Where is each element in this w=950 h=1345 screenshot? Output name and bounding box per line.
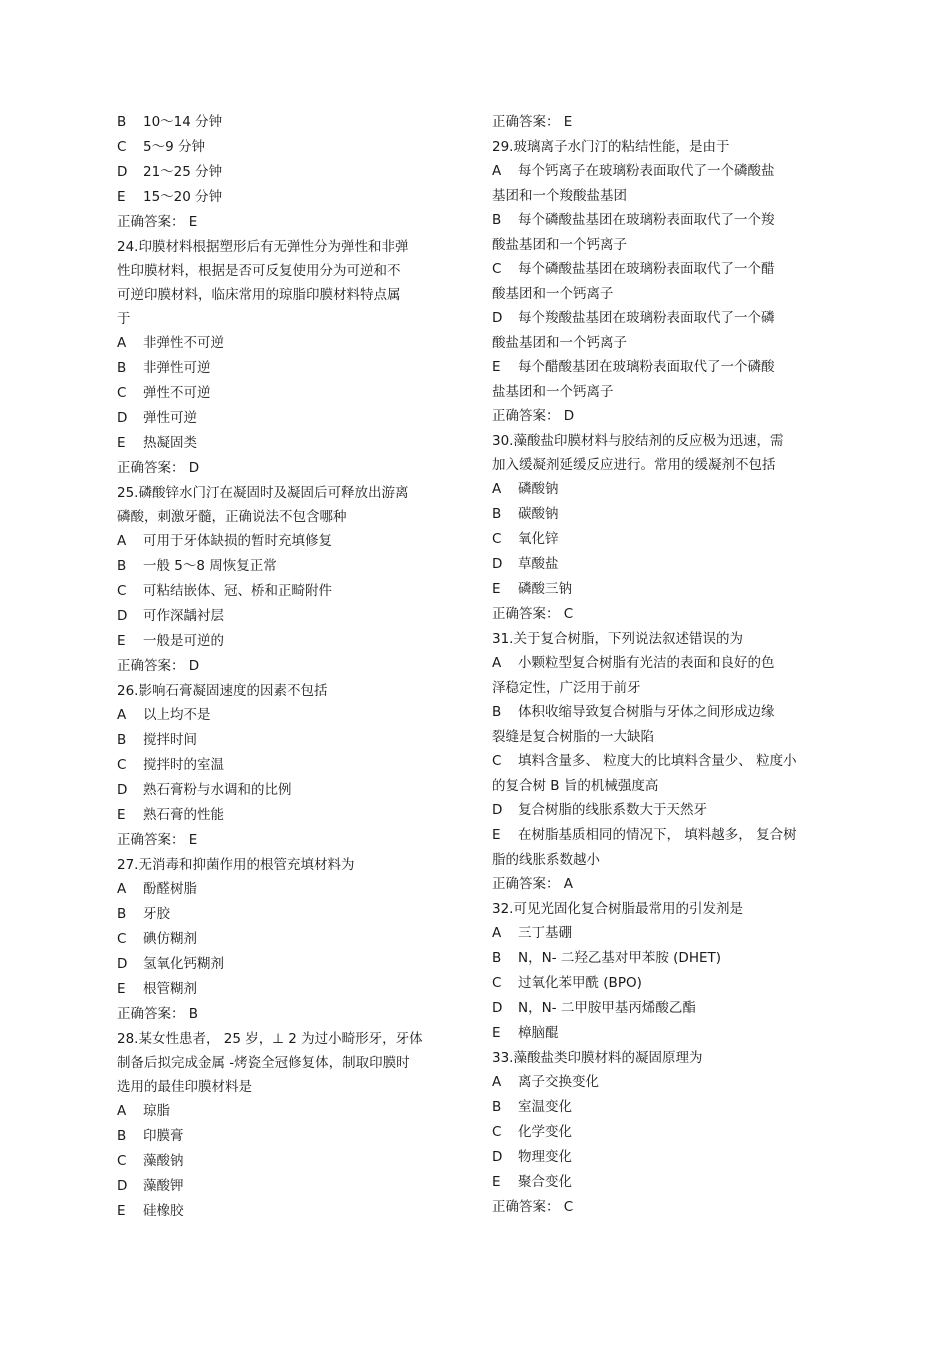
question-text: 脂的线胀系数越小 [492, 852, 600, 868]
option-text: 体积收缩导致复合树脂与牙体之间形成边缘 [518, 704, 775, 720]
answer-option [117, 1124, 457, 1149]
answer-option [492, 159, 837, 184]
option-letter: A [117, 335, 127, 351]
option-text: 在树脂基质相同的情况下， 填料越多， 复合树 [518, 827, 797, 843]
option-letter: D [117, 164, 128, 180]
option-letter: A [492, 925, 502, 941]
question-text: 26.影响石膏凝固速度的因素不包括 [117, 683, 328, 699]
answer-option [492, 208, 837, 233]
option-letter: E [492, 581, 501, 597]
option-text: N，N- 二羟乙基对甲苯胺 (DHET) [518, 950, 722, 966]
option-letter: E [117, 1203, 126, 1219]
correct-answer: 正确答案： D [117, 658, 200, 674]
answer-option [492, 700, 837, 725]
answer-option [492, 552, 837, 577]
answer-option [117, 703, 457, 728]
option-text: 弹性不可逆 [143, 385, 211, 401]
question-text: 酸盐基团和一个钙离子 [492, 237, 627, 253]
answer-option [492, 749, 837, 774]
answer-option [492, 1120, 837, 1145]
answer-option [492, 651, 837, 676]
option-text: 熟石膏粉与水调和的比例 [143, 782, 292, 798]
option-text: 磷酸钠 [518, 481, 559, 497]
answer-option [117, 1149, 457, 1174]
question-text: 选用的最佳印膜材料是 [117, 1079, 252, 1095]
option-letter: C [492, 753, 502, 769]
option-letter: A [492, 655, 502, 671]
answer-option [117, 877, 457, 902]
question-text: 泽稳定性，广泛用于前牙 [492, 680, 641, 696]
question-text: 可逆印膜材料，临床常用的琼脂印膜材料特点属 [117, 287, 401, 303]
answer-option [117, 554, 457, 579]
question-text: 27.无消毒和抑菌作用的根管充填材料为 [117, 857, 355, 873]
question-text: 25.磷酸锌水门汀在凝固时及凝固后可释放出游离 [117, 485, 409, 501]
option-text: 以上均不是 [143, 707, 211, 723]
option-text: 琼脂 [143, 1103, 170, 1119]
option-letter: E [117, 807, 126, 823]
option-text: 硅橡胶 [143, 1203, 184, 1219]
option-letter: E [492, 359, 501, 375]
answer-option [492, 1145, 837, 1170]
option-letter: E [117, 981, 126, 997]
option-text: 每个羧酸盐基团在玻璃粉表面取代了一个磷 [518, 310, 775, 326]
option-letter: D [117, 410, 128, 426]
answer-option [117, 1174, 457, 1199]
answer-option [492, 1021, 837, 1046]
option-letter: E [492, 1025, 501, 1041]
option-letter: E [117, 189, 126, 205]
option-letter: D [117, 1178, 128, 1194]
answer-option [492, 823, 837, 848]
option-letter: A [117, 881, 127, 897]
option-letter: B [117, 558, 127, 574]
option-text: 一般 5～8 周恢复正常 [143, 558, 277, 574]
correct-answer: 正确答案： D [117, 460, 200, 476]
question-text: 磷酸，刺激牙髓，正确说法不包含哪种 [117, 509, 347, 525]
option-text: 填料含量多、 粒度大的比填料含量少、 粒度小 [518, 753, 797, 769]
option-text: 磷酸三钠 [518, 581, 572, 597]
option-letter: C [492, 531, 502, 547]
option-text: 可粘结嵌体、冠、桥和正畸附件 [143, 583, 332, 599]
answer-option [492, 306, 837, 331]
option-text: 21～25 分钟 [143, 164, 223, 180]
option-text: 弹性可逆 [143, 410, 197, 426]
option-letter: B [117, 114, 127, 130]
answer-option [117, 529, 457, 554]
answer-option [117, 135, 457, 160]
option-letter: C [117, 583, 127, 599]
option-text: 藻酸钾 [143, 1178, 184, 1194]
option-letter: B [492, 704, 502, 720]
option-text: 樟脑醌 [518, 1025, 559, 1041]
answer-option [117, 902, 457, 927]
answer-option [492, 971, 837, 996]
option-letter: A [117, 533, 127, 549]
option-letter: D [492, 556, 503, 572]
question-text: 裂缝是复合树脂的一大缺陷 [492, 729, 654, 745]
answer-option [117, 160, 457, 185]
option-letter: D [492, 802, 503, 818]
option-letter: E [117, 435, 126, 451]
option-letter: A [492, 1074, 502, 1090]
answer-option [492, 921, 837, 946]
correct-answer: 正确答案： E [117, 832, 198, 848]
option-letter: C [492, 975, 502, 991]
answer-option [117, 952, 457, 977]
answer-option [117, 431, 457, 456]
option-text: 根管糊剂 [143, 981, 197, 997]
option-letter: C [492, 261, 502, 277]
question-text: 酸盐基团和一个钙离子 [492, 335, 627, 351]
answer-option [117, 728, 457, 753]
question-text: 于 [117, 311, 131, 327]
option-letter: C [117, 1153, 127, 1169]
option-letter: D [492, 1149, 503, 1165]
answer-option [117, 629, 457, 654]
option-text: 室温变化 [518, 1099, 572, 1115]
option-text: 每个钙离子在玻璃粉表面取代了一个磷酸盐 [518, 163, 775, 179]
question-text: 28.某女性患者， 25 岁，⊥ 2 为过小畸形牙，牙体 [117, 1031, 423, 1047]
answer-option [117, 1199, 457, 1224]
answer-option [117, 1099, 457, 1124]
correct-answer: 正确答案： C [492, 1199, 574, 1215]
option-text: 三丁基硼 [518, 925, 572, 941]
option-text: 氢氧化钙糊剂 [143, 956, 224, 972]
option-letter: E [492, 1174, 501, 1190]
option-text: 小颗粒型复合树脂有光洁的表面和良好的色 [518, 655, 775, 671]
question-text: 的复合树 B 旨的机械强度高 [492, 778, 659, 794]
option-text: 可作深龋衬层 [143, 608, 224, 624]
correct-answer: 正确答案： D [492, 408, 575, 424]
correct-answer: 正确答案： C [492, 606, 574, 622]
option-letter: C [117, 139, 127, 155]
question-text: 24.印膜材料根据塑形后有无弹性分为弹性和非弹 [117, 239, 409, 255]
answer-option [492, 527, 837, 552]
option-text: 搅拌时间 [143, 732, 197, 748]
option-text: 复合树脂的线胀系数大于天然牙 [518, 802, 707, 818]
answer-option [492, 477, 837, 502]
answer-option [492, 577, 837, 602]
option-letter: B [492, 506, 502, 522]
question-text: 基团和一个羧酸盐基团 [492, 188, 627, 204]
answer-option [492, 1070, 837, 1095]
option-letter: A [117, 1103, 127, 1119]
option-letter: A [492, 163, 502, 179]
option-text: 热凝固类 [143, 435, 197, 451]
option-text: 10～14 分钟 [143, 114, 223, 130]
option-letter: B [492, 212, 502, 228]
option-text: 印膜膏 [143, 1128, 184, 1144]
option-text: 每个磷酸盐基团在玻璃粉表面取代了一个醋 [518, 261, 775, 277]
option-letter: C [117, 757, 127, 773]
correct-answer: 正确答案： B [117, 1006, 199, 1022]
question-text: 31.关于复合树脂，下列说法叙述错误的为 [492, 631, 743, 647]
question-text: 加入缓凝剂延缓反应进行。常用的缓凝剂不包括 [492, 457, 776, 473]
option-text: 非弹性可逆 [143, 360, 211, 376]
option-letter: A [492, 481, 502, 497]
answer-option [492, 996, 837, 1021]
option-text: 离子交换变化 [518, 1074, 599, 1090]
option-letter: B [117, 732, 127, 748]
correct-answer: 正确答案： E [117, 214, 198, 230]
question-text: 性印膜材料，根据是否可反复使用分为可逆和不 [117, 263, 401, 279]
option-text: N，N- 二甲胺甲基丙烯酸乙酯 [518, 1000, 696, 1016]
option-letter: D [492, 1000, 503, 1016]
option-text: 碳酸钠 [518, 506, 559, 522]
question-text: 30.藻酸盐印膜材料与胶结剂的反应极为迅速，需 [492, 433, 784, 449]
option-text: 5～9 分钟 [143, 139, 205, 155]
option-letter: E [492, 827, 501, 843]
option-letter: C [492, 1124, 502, 1140]
answer-option [492, 502, 837, 527]
option-text: 碘仿糊剂 [143, 931, 197, 947]
right-column [492, 110, 837, 1220]
answer-option [117, 579, 457, 604]
answer-option [117, 753, 457, 778]
option-letter: B [117, 1128, 127, 1144]
question-text: 33.藻酸盐类印膜材料的凝固原理为 [492, 1050, 703, 1066]
answer-option [117, 406, 457, 431]
option-text: 一般是可逆的 [143, 633, 224, 649]
answer-option [117, 356, 457, 381]
option-text: 搅拌时的室温 [143, 757, 224, 773]
option-letter: B [492, 1099, 502, 1115]
answer-option [117, 331, 457, 356]
question-text: 制备后拟完成金属 -烤瓷全冠修复体，制取印膜时 [117, 1055, 410, 1071]
option-letter: B [117, 360, 127, 376]
option-letter: D [117, 608, 128, 624]
answer-option [492, 798, 837, 823]
question-text: 29.玻璃离子水门汀的粘结性能，是由于 [492, 139, 730, 155]
option-text: 物理变化 [518, 1149, 572, 1165]
correct-answer: 正确答案： A [492, 876, 574, 892]
option-text: 可用于牙体缺损的暂时充填修复 [143, 533, 332, 549]
option-text: 过氧化苯甲酰 (BPO) [518, 975, 642, 991]
answer-option [117, 110, 457, 135]
question-text: 盐基团和一个钙离子 [492, 384, 614, 400]
option-text: 每个磷酸盐基团在玻璃粉表面取代了一个羧 [518, 212, 775, 228]
answer-option [117, 803, 457, 828]
correct-answer: 正确答案： E [492, 114, 573, 130]
option-letter: B [117, 906, 127, 922]
option-text: 牙胶 [143, 906, 170, 922]
answer-option [492, 1095, 837, 1120]
answer-option [117, 381, 457, 406]
answer-option [117, 977, 457, 1002]
option-letter: C [117, 931, 127, 947]
option-letter: D [117, 956, 128, 972]
option-text: 藻酸钠 [143, 1153, 184, 1169]
answer-option [117, 604, 457, 629]
option-text: 化学变化 [518, 1124, 572, 1140]
answer-option [492, 257, 837, 282]
option-letter: A [117, 707, 127, 723]
option-letter: D [117, 782, 128, 798]
answer-option [492, 1170, 837, 1195]
answer-option [117, 185, 457, 210]
option-letter: C [117, 385, 127, 401]
left-column [117, 110, 457, 1224]
option-text: 熟石膏的性能 [143, 807, 224, 823]
option-text: 草酸盐 [518, 556, 559, 572]
answer-option [117, 927, 457, 952]
option-letter: E [117, 633, 126, 649]
option-text: 15～20 分钟 [143, 189, 223, 205]
option-letter: D [492, 310, 503, 326]
option-text: 氧化锌 [518, 531, 559, 547]
option-letter: B [492, 950, 502, 966]
answer-option [492, 946, 837, 971]
option-text: 聚合变化 [518, 1174, 572, 1190]
option-text: 非弹性不可逆 [143, 335, 224, 351]
option-text: 酚醛树脂 [143, 881, 197, 897]
option-text: 每个醋酸基团在玻璃粉表面取代了一个磷酸 [518, 359, 775, 375]
answer-option [492, 355, 837, 380]
question-text: 32.可见光固化复合树脂最常用的引发剂是 [492, 901, 743, 917]
question-text: 酸基团和一个钙离子 [492, 286, 614, 302]
answer-option [117, 778, 457, 803]
